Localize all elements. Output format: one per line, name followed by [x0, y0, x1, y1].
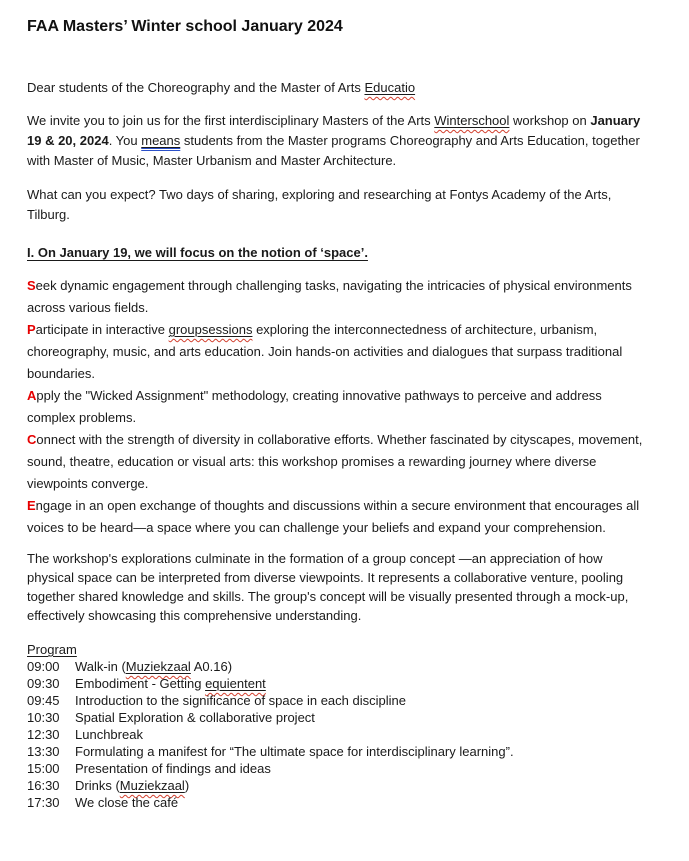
- invite-paragraph: [27, 111, 646, 171]
- space-item-e: [27, 495, 646, 539]
- program-activity: [75, 761, 271, 776]
- program-item: [27, 692, 646, 709]
- flagged-word-educatio: Educatio: [364, 80, 416, 95]
- red-initial-p: P: [27, 322, 36, 337]
- red-initial-s: S: [27, 278, 36, 293]
- spellcheck-squiggle: [120, 778, 185, 793]
- program-time: 13:30: [27, 744, 60, 759]
- program-activity: [75, 727, 143, 742]
- space-item-a: [27, 385, 646, 429]
- program-activity-text: Presentation of findings and ideas: [75, 761, 271, 776]
- space-item-text: onnect with the strength of diversity in collaborative efforts. Whether fascinated by cityscapes, movement, sound, theatre, education or visual arts: this workshop promises a rewarding journey where diverse viewpoints converge.: [27, 432, 643, 491]
- grammar-check-mark: [141, 133, 180, 148]
- program-item: [27, 760, 646, 777]
- invite-text-3: . You: [108, 133, 142, 148]
- program-heading: Program: [27, 642, 77, 657]
- workshop-summary-paragraph: The workshop's explorations culminate in the formation of a group concept —an appreciation of how physical space can be interpreted from diverse viewpoints. It represents a collaborative venture, pooling together shared knowledge and skills. The group's concept will be visually presented through a mock-up, effectively showcasing this comprehensive understanding.: [27, 551, 629, 623]
- red-initial-a: A: [27, 388, 37, 403]
- program-activity-text: Walk-in (: [75, 659, 126, 674]
- invite-text-4: students from the Master programs Choreography and Arts Education, together with Master of Music, Master Urbanism and Master Architecture.: [27, 133, 640, 168]
- program-time: 09:30: [27, 676, 60, 691]
- program-activity-text-2: ): [184, 778, 190, 793]
- program-activity: [75, 778, 189, 793]
- spellcheck-squiggle: [205, 676, 266, 691]
- spellcheck-squiggle: [169, 322, 253, 337]
- program-activity-text: We close the café: [75, 795, 179, 810]
- space-item-text: pply the "Wicked Assignment" methodology, creating innovative pathways to perceive and address complex problems.: [27, 388, 602, 425]
- program-activity-text-2: A0.16): [190, 659, 233, 674]
- program-activity: [75, 710, 315, 725]
- program-item: [27, 777, 646, 794]
- program-activity: [75, 659, 232, 674]
- flagged-word-groupsessions: groupsessions: [168, 322, 253, 337]
- section-heading-january19: I. On January 19, we will focus on the notion of ‘space’.: [27, 245, 368, 260]
- program-activity-text: Spatial Exploration & collaborative project: [75, 710, 315, 725]
- program-item: [27, 743, 646, 760]
- program-activity-text: Formulating a manifest for “The ultimate space for interdisciplinary learning”.: [75, 744, 514, 759]
- program-activity-text: Introduction to the significance of space in each discipline: [75, 693, 406, 708]
- flagged-word-muziekzaal: Muziekzaal: [125, 659, 191, 674]
- program-activity-text: Lunchbreak: [75, 727, 143, 742]
- program-activity: [75, 795, 178, 810]
- document-title: FAA Masters’ Winter school January 2024: [27, 18, 343, 35]
- program-activity: [75, 676, 266, 691]
- event-date: January 19 & 20, 2024: [27, 113, 641, 148]
- program-item: [27, 709, 646, 726]
- red-initial-c: C: [27, 432, 37, 447]
- program-time: 17:30: [27, 795, 60, 810]
- flagged-word-muziekzaal: Muziekzaal: [119, 778, 185, 793]
- program-time: 16:30: [27, 778, 60, 793]
- flagged-word-winterschool: Winterschool: [434, 113, 510, 128]
- salutation-line: [27, 78, 646, 98]
- flagged-word-means: means: [141, 133, 181, 148]
- space-item-p: [27, 319, 646, 385]
- program-activity: [75, 693, 406, 708]
- space-item-text: eek dynamic engagement through challenging tasks, navigating the intricacies of physical environments across various fields.: [27, 278, 632, 315]
- program-item: [27, 675, 646, 692]
- space-item-text-2: exploring the interconnectedness of architecture, urbanism, choreography, music, and arts education. Join hands-on activities and dialogues that surpass traditional boundaries.: [27, 322, 623, 381]
- program-item: [27, 726, 646, 743]
- red-initial-e: E: [27, 498, 36, 513]
- program-time: 09:00: [27, 659, 60, 674]
- program-activity-text: Embodiment - Getting: [75, 676, 206, 691]
- expect-paragraph: What can you expect? Two days of sharing, exploring and researching at Fontys Academy of the Arts, Tilburg.: [27, 187, 612, 222]
- space-item-text: articipate in interactive: [35, 322, 169, 337]
- spellcheck-squiggle: [126, 659, 191, 674]
- space-item-text: ngage in an open exchange of thoughts and discussions within a secure environment that encourages all voices to be heard—a space where you can challenge your beliefs and expand your comprehension.: [27, 498, 640, 535]
- program-time: 10:30: [27, 710, 60, 725]
- flagged-word-equientent: equientent: [205, 676, 266, 691]
- program-time: 15:00: [27, 761, 60, 776]
- space-item-s: [27, 275, 646, 319]
- program-time: 12:30: [27, 727, 60, 742]
- space-acrostic-block: [27, 275, 646, 539]
- program-item: [27, 658, 646, 675]
- program-item: [27, 794, 646, 811]
- invite-text-2: workshop on: [509, 113, 591, 128]
- program-activity: [75, 744, 514, 759]
- program-activity-text: Drinks (: [75, 778, 120, 793]
- salutation-text: Dear students of the Choreography and the Master of Arts: [27, 80, 365, 95]
- spellcheck-squiggle: [434, 113, 509, 128]
- program-section: [27, 641, 646, 811]
- program-time: 09:45: [27, 693, 60, 708]
- spellcheck-squiggle: [364, 80, 415, 95]
- space-item-c: [27, 429, 646, 495]
- invite-text-1: We invite you to join us for the first interdisciplinary Masters of the Arts: [27, 113, 435, 128]
